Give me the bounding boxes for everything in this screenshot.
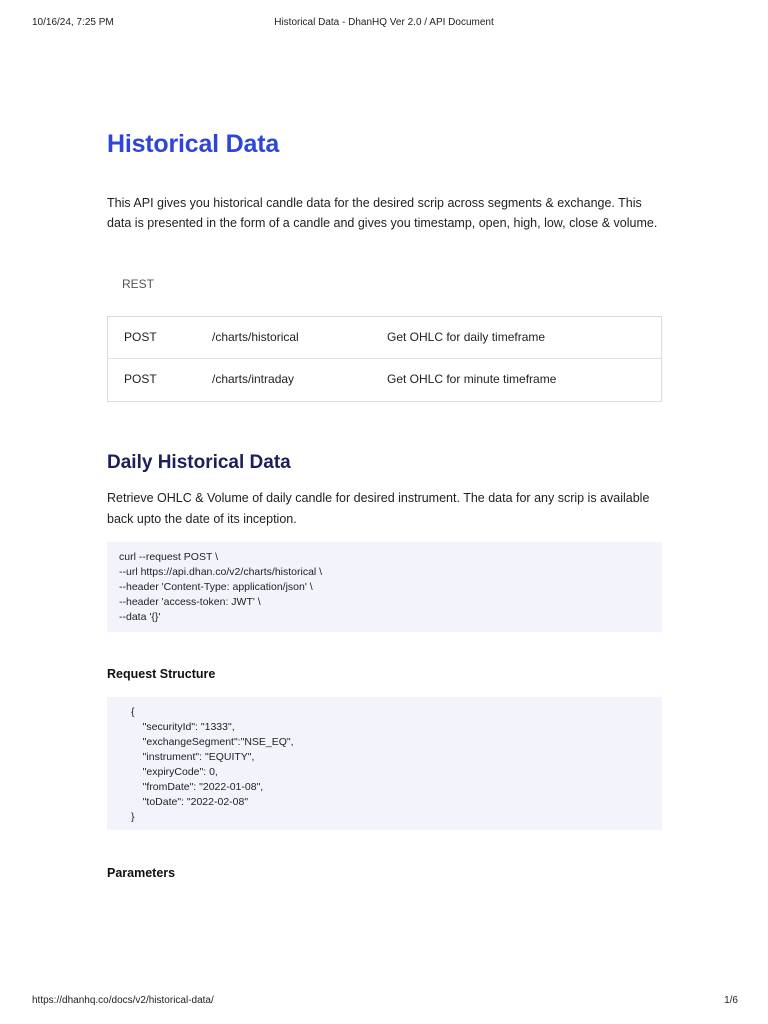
code-line: } [131,811,135,823]
parameters-title: Parameters [107,866,176,880]
endpoint-description: Get OHLC for daily timeframe [387,330,546,344]
code-line: "instrument": "EQUITY", [131,751,255,763]
page-number: 1/6 [724,995,738,1006]
rest-label: REST [122,277,155,291]
endpoint-method: POST [124,372,157,386]
endpoint-method: POST [124,330,157,344]
code-line: --url https://api.dhan.co/v2/charts/historical \ [119,566,323,578]
daily-description: Retrieve OHLC & Volume of daily candle for desired instrument. The data for any scrip is available back upto the date of its inception. [107,491,650,526]
print-page-title: Historical Data - DhanHQ Ver 2.0 / API Document [274,17,494,28]
page-url-link[interactable]: https://dhanhq.co/docs/v2/historical-data/ [32,995,214,1006]
code-line: "securityId": "1333", [131,721,235,733]
endpoint-path: /charts/intraday [212,372,295,386]
request-code-block [107,697,662,830]
daily-section-title: Daily Historical Data [107,452,291,473]
print-header [0,17,768,31]
code-line: "exchangeSegment":"NSE_EQ", [131,736,294,748]
code-line: --data '{}' [119,611,161,623]
print-datetime: 10/16/24, 7:25 PM [32,17,114,28]
request-structure-title: Request Structure [107,667,216,681]
code-line: "expiryCode": 0, [131,766,218,778]
curl-code-block [107,542,662,632]
endpoints-table [107,316,662,402]
code-line: --header 'access-token: JWT' \ [119,596,261,608]
intro-paragraph: This API gives you historical candle data for the desired scrip across segments & exchange. This data is presented in the form of a candle and gives you timestamp, open, high, low, close & volume. [107,196,658,230]
code-line: curl --request POST \ [119,551,219,563]
code-line: "toDate": "2022-02-08" [131,796,249,808]
code-line: { [131,706,135,718]
table-row [108,359,661,401]
code-line: --header 'Content-Type: application/json' \ [119,581,313,593]
endpoint-description: Get OHLC for minute timeframe [387,372,557,386]
page-title: Historical Data [107,130,280,158]
code-line: "fromDate": "2022-01-08", [131,781,264,793]
endpoint-path: /charts/historical [212,330,299,344]
table-row [108,317,661,359]
